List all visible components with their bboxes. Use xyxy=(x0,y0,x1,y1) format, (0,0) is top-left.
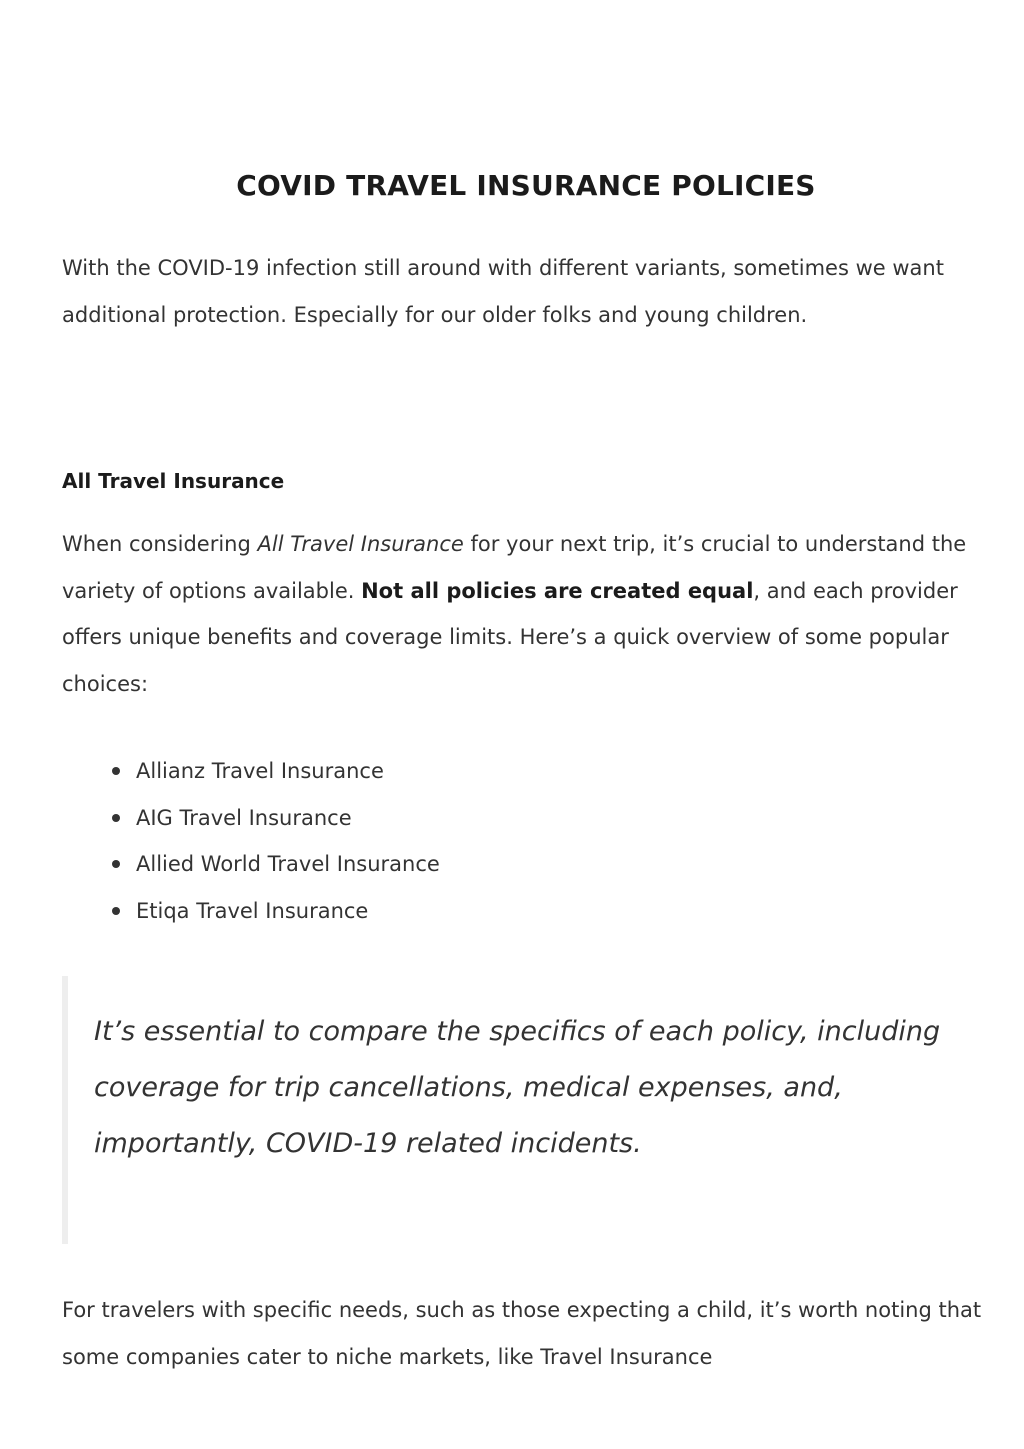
overview-strong: Not all policies are created equal xyxy=(361,578,754,603)
list-item xyxy=(62,888,440,935)
provider-name: Allied World Travel Insurance xyxy=(136,852,440,876)
overview-paragraph xyxy=(62,521,982,707)
bullet-icon xyxy=(112,907,120,915)
quote-text: It’s essential to compare the specifics of each policy, including coverage for trip cancellations, medical expenses, and, importantly, COVID-19 related incidents. xyxy=(94,1016,941,1159)
overview-text-3: , and each provider offers unique benefits and coverage limits. Here’s a quick overview of some popular choices: xyxy=(62,578,958,696)
list-item xyxy=(62,841,440,888)
provider-name: Etiqa Travel Insurance xyxy=(136,898,369,923)
blockquote xyxy=(62,976,982,1244)
provider-name: AIG Travel Insurance xyxy=(136,805,352,830)
bullet-icon xyxy=(112,767,120,775)
list-item xyxy=(62,795,440,842)
list-item xyxy=(62,748,440,795)
provider-list xyxy=(62,748,440,934)
bullet-icon xyxy=(112,814,120,822)
intro-paragraph: With the COVID-19 infection still around with different variants, sometimes we want additional protection. Especially for our older folks and young children. xyxy=(62,256,944,327)
article-title: COVID TRAVEL INSURANCE POLICIES xyxy=(236,169,816,202)
closing-paragraph: For travelers with specific needs, such as those expecting a child, it’s worth noting that some companies cater to niche markets, like Travel Insurance xyxy=(62,1298,982,1369)
overview-text-2: for your next trip, it’s crucial to understand the variety of options available. xyxy=(62,532,967,603)
provider-name: Allianz Travel Insurance xyxy=(136,759,384,783)
overview-emphasis: All Travel Insurance xyxy=(257,532,464,556)
bullet-icon xyxy=(112,860,120,868)
section-heading: All Travel Insurance xyxy=(62,469,285,493)
overview-text-1: When considering xyxy=(62,532,258,556)
